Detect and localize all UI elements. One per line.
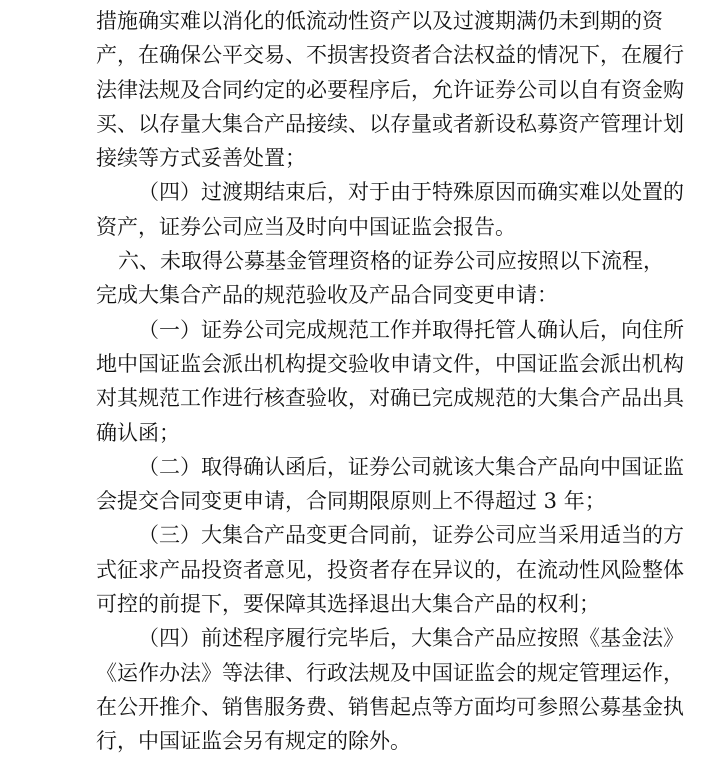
text-line: 确认函； — [96, 420, 180, 445]
text-line: （四）过渡期结束后，对于由于特殊原因而确实难以处置的 — [138, 180, 684, 205]
text-line: 资产，证券公司应当及时向中国证监会报告。 — [96, 214, 516, 239]
text-line: 在公开推介、销售服务费、销售起点等方面均可参照公募基金执 — [96, 694, 684, 719]
text-line: 接续等方式妥善处置； — [96, 146, 306, 171]
text-line: 六、未取得公募基金管理资格的证券公司应按照以下流程， — [118, 249, 664, 274]
text-line: 完成大集合产品的规范验收及产品合同变更申请： — [96, 283, 558, 308]
paragraph-continuation — [96, 4, 684, 175]
text-line: （二）取得确认函后，证券公司就该大集合产品向中国证监 — [138, 454, 684, 479]
text-line: 产，在确保公平交易、不损害投资者合法权益的情况下，在履行 — [96, 43, 684, 68]
text-line: 会提交合同变更申请，合同期限原则上不得超过 3 年； — [96, 489, 606, 514]
text-line: 措施确实难以消化的低流动性资产以及过渡期满仍未到期的资 — [96, 9, 663, 33]
text-line: （一）证券公司完成规范工作并取得托管人确认后，向住所 — [138, 317, 684, 342]
text-line: 法律法规及合同约定的必要程序后，允许证券公司以自有资金购 — [96, 77, 684, 102]
text-line: 行，中国证监会另有规定的除外。 — [96, 729, 411, 754]
paragraph-item-3 — [96, 518, 684, 621]
text-line: 式征求产品投资者意见，投资者存在异议的，在流动性风险整体 — [96, 557, 684, 582]
text-line: （三）大集合产品变更合同前，证券公司应当采用适当的方 — [138, 523, 684, 548]
paragraph-item-1 — [96, 313, 684, 450]
text-line: （四）前述程序履行完毕后，大集合产品应按照《基金法》 — [138, 626, 684, 651]
paragraph-item-4-procedure — [96, 621, 684, 758]
paragraph-item-4-transition — [96, 175, 684, 244]
text-line: 买、以存量大集合产品接续、以存量或者新设私募资产管理计划 — [96, 111, 684, 136]
text-line: 地中国证监会派出机构提交验收申请文件，中国证监会派出机构 — [96, 351, 684, 376]
paragraph-section-6 — [96, 244, 664, 313]
document-page — [96, 4, 684, 759]
paragraph-item-2 — [96, 450, 684, 519]
text-line: 《运作办法》等法律、行政法规及中国证监会的规定管理运作， — [96, 660, 684, 685]
text-line: 对其规范工作进行核查验收，对确已完成规范的大集合产品出具 — [96, 386, 684, 411]
text-line: 可控的前提下，要保障其选择退出大集合产品的权利； — [96, 592, 600, 617]
